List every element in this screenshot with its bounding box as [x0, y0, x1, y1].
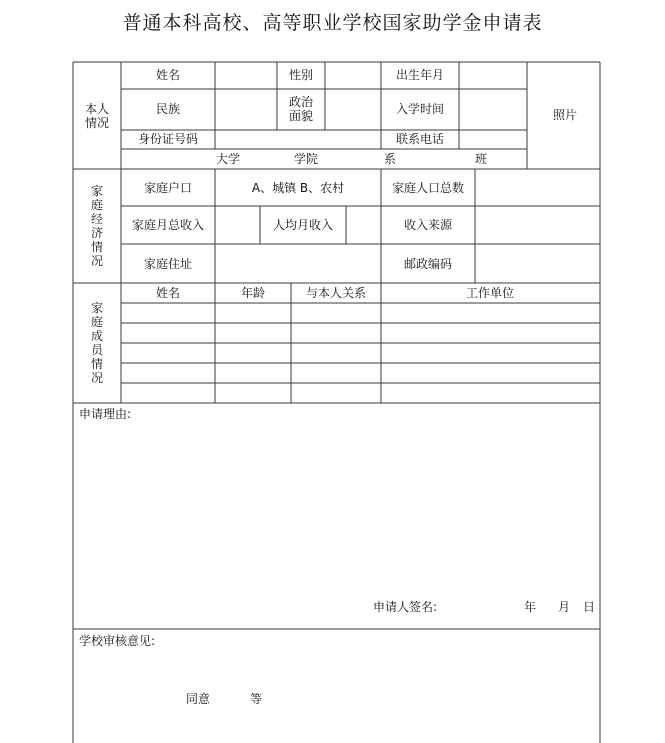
class-label: 班 [474, 152, 488, 166]
school-review-label: 学校审核意见: [79, 634, 156, 648]
name-label: 姓名 [155, 68, 181, 82]
birth-label: 出生年月 [395, 68, 445, 82]
household-label: 家庭户口 [143, 181, 193, 195]
agree-label: 同意 [185, 692, 211, 706]
address-label: 家庭住址 [143, 257, 193, 271]
department-label: 系 [383, 152, 397, 166]
political-label: 政治面貌 [288, 95, 313, 123]
income-source-label: 收入来源 [403, 218, 453, 232]
postcode-label: 邮政编码 [403, 257, 453, 271]
member-header-age: 年龄 [240, 286, 266, 300]
ethnicity-label: 民族 [155, 102, 181, 116]
college-label: 学院 [293, 152, 319, 166]
photo-label: 照片 [552, 108, 578, 122]
id-label: 身份证号码 [137, 132, 199, 146]
member-header-name: 姓名 [155, 286, 181, 300]
monthly-income-label: 家庭月总收入 [131, 218, 205, 232]
grade-label: 等 [249, 692, 263, 706]
section-members-label: 家庭成员情况 [90, 301, 103, 385]
section-economy-label: 家庭经济情况 [90, 184, 103, 268]
household-options: A、城镇 B、农村 [251, 181, 345, 195]
signature-label: 申请人签名: [373, 600, 438, 614]
per-capita-label: 人均月收入 [272, 218, 334, 232]
reason-label: 申请理由: [79, 407, 132, 421]
university-label: 大学 [215, 152, 241, 166]
gender-label: 性别 [288, 68, 314, 82]
month-label: 月 [557, 600, 571, 614]
form-title: 普通本科高校、高等职业学校国家助学金申请表 [122, 12, 543, 34]
year-label: 年 [523, 600, 537, 614]
member-header-relation: 与本人关系 [305, 286, 367, 300]
phone-label: 联系电话 [395, 132, 445, 146]
enroll-label: 入学时间 [395, 102, 445, 116]
section-personal-label: 本人情况 [84, 102, 109, 130]
member-header-workplace: 工作单位 [465, 286, 515, 300]
day-label: 日 [582, 600, 596, 614]
family-size-label: 家庭人口总数 [391, 181, 465, 195]
